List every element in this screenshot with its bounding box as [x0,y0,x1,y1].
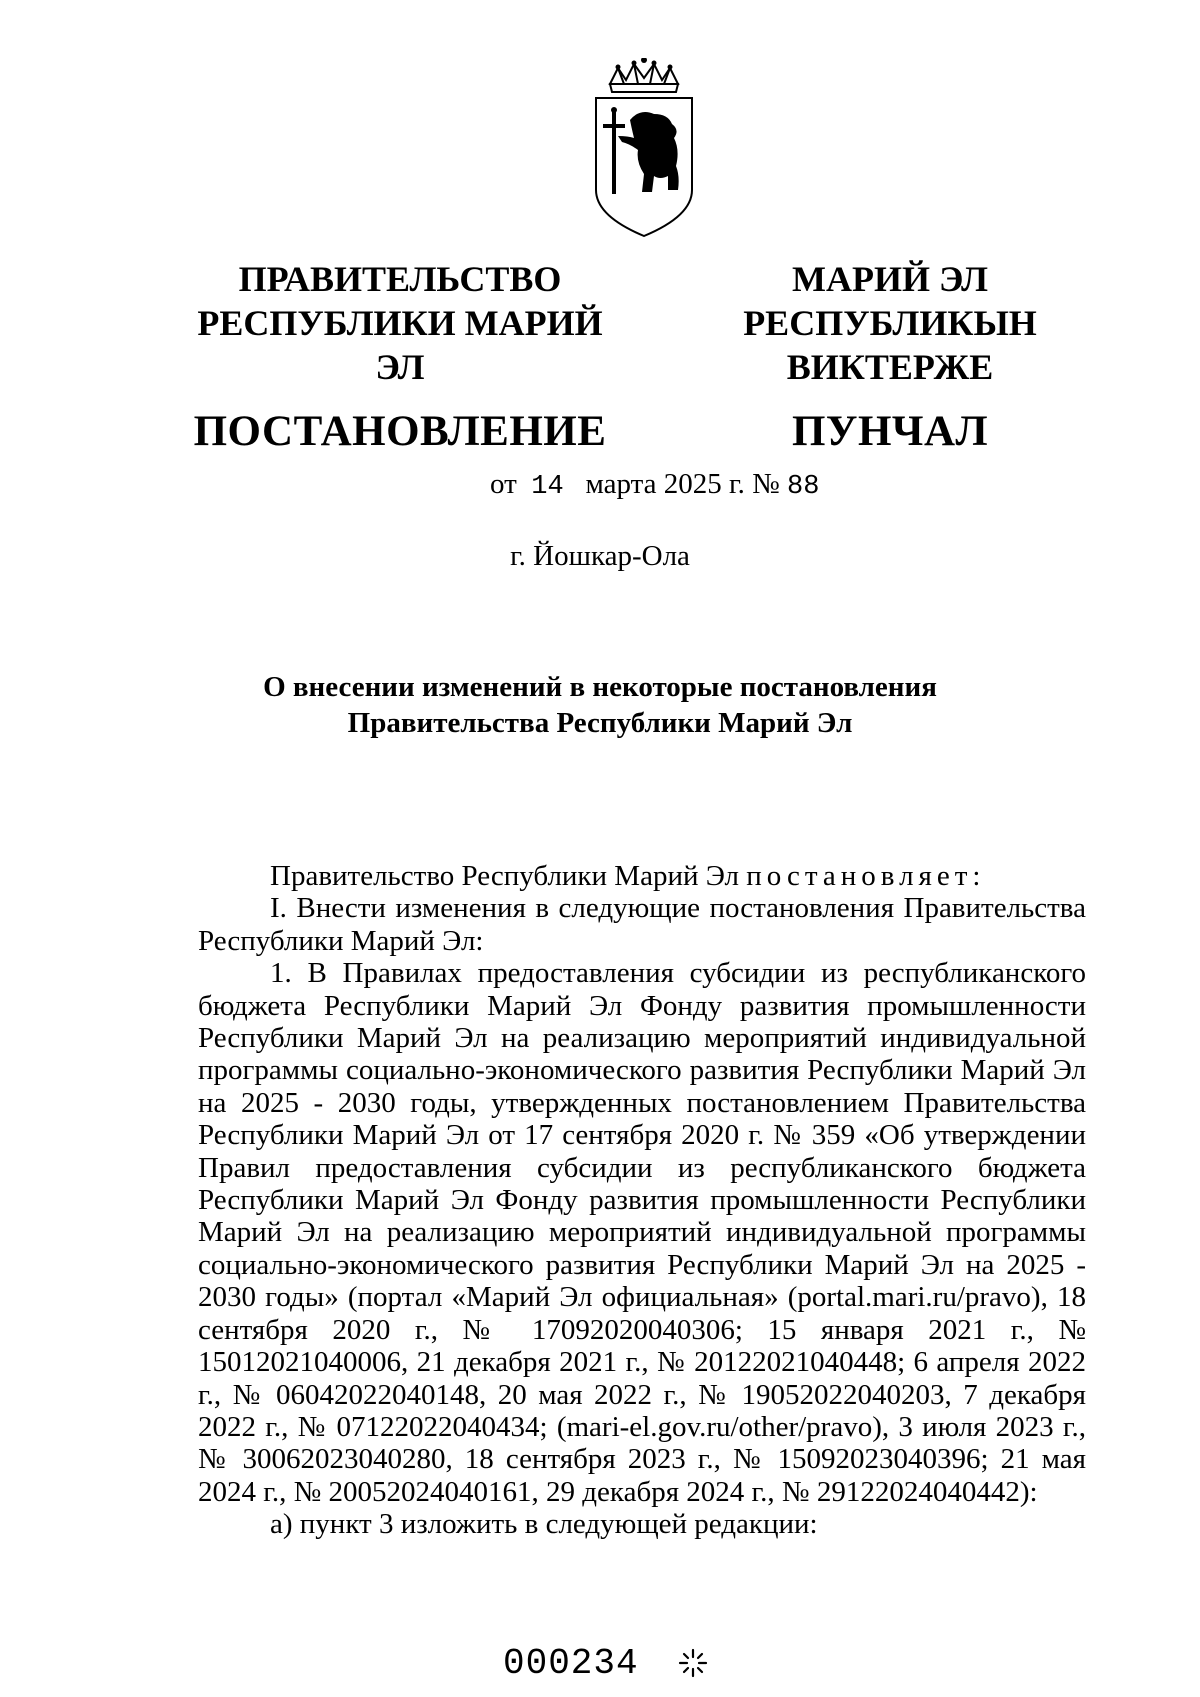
subject-line2: Правительства Республики Марий Эл [347,706,853,739]
header-right [660,258,1120,458]
asterisk-mark-icon [677,1647,709,1679]
document-body [198,860,1086,1541]
serial-number: 000234 [503,1643,639,1684]
item-1: 1. В Правилах предоставления субсидии из республиканского бюджета Республики Марий Эл Фонду развития промышленности Республики Марий Эл на реализацию мероприятий индивидуальной программы социально-экономического развития Республики Марий Эл на 2025 - 2030 годы, утвержденных постановлением Правительства Республики Марий Эл от 17 сентября 2020 г. № 359 «Об утверждении Правил предоставления субсидии из республиканского бюджета Республики Марий Эл Фонду развития промышленности Республики Марий Эл на реализацию мероприятий индивидуальной программы социально-экономического развития Республики Марий Эл на 2025 - 2030 годы» (портал «Марий Эл официальная» (portal.mari.ru/pravo), 18 сентября 2020 г., № 17092020040306; 15 января 2021 г., № 15012021040006, 21 декабря 2021 г., № 20122021040448; 6 апреля 2022 г., № 06042022040148, 20 мая 2022 г., № 19052022040203, 7 декабря 2022 г., № 07122022040434; (mari-el.gov.ru/other/pravo), 3 июля 2023 г., № 30062023040280, 18 сентября 2023 г., № 15092023040396; 21 мая 2024 г., № 20052024040161, 29 декабря 2024 г., № 29122024040442): [198,957,1086,1508]
header-left-line1: ПРАВИТЕЛЬСТВО [238,259,562,299]
intro-verb: постановляет: [746,860,986,892]
header-right-line1: МАРИЙ ЭЛ РЕСПУБЛИКЫН [743,259,1037,343]
item-a: а) пункт 3 изложить в следующей редакции: [270,1508,818,1541]
date-line [490,468,819,502]
subject-line1: О внесении изменений в некоторые постановления [263,671,937,703]
date-prefix: от [490,468,517,500]
doc-number: 88 [787,472,820,502]
header-right-line2: ВИКТЕРЖЕ [786,346,994,387]
intro-text: Правительство Республики Марий Эл [270,860,739,892]
item-I: I. Внести изменения в следующие постановления Правительства Республики Марий Эл: [198,892,1086,957]
coat-of-arms-icon [588,58,700,240]
date-month-year: марта 2025 г. № [585,468,780,500]
date-day: 14 [531,472,564,502]
intro-paragraph [198,860,1086,892]
city: г. Йошкар-Ола [510,540,690,572]
header-left-line2: РЕСПУБЛИКИ МАРИЙ ЭЛ [197,302,603,387]
doc-type-ru: ПОСТАНОВЛЕНИЕ [193,407,607,455]
header-left [190,258,610,458]
doc-type-mari: ПУНЧАЛ [791,407,989,455]
document-subject [200,670,1000,742]
